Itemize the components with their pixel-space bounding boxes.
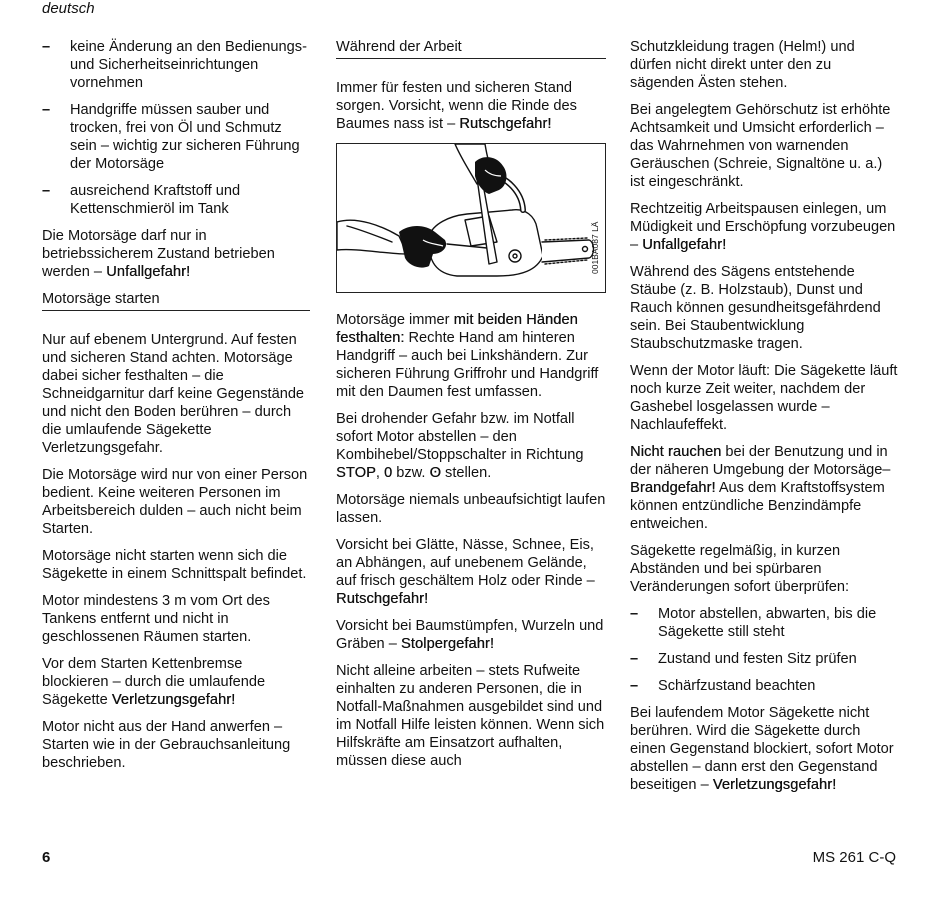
text: bei der Benutzung und in der näheren Umgebung der Motorsäge– [630, 444, 891, 478]
text: Bei laufendem Motor Sägekette nicht berühren. Wird die Sägekette durch einen Gegenstand blockiert, sofort Motor abstellen – dann erst den Gegenstand beseitigen – [630, 705, 894, 793]
text: Bei drohender Gefahr bzw. im Notfall sofort Motor abstellen – den Kombihebel/Stoppschalter in Richtung [336, 411, 584, 463]
text: Aus dem Kraftstoffsystem können entzündliche Benzindämpfe entweichen. [630, 480, 885, 532]
paragraph: Motor nicht aus der Hand anwerfen – Starten wie in der Gebrauchsanleitung beschrieben. [42, 719, 291, 771]
bullet-list [630, 605, 898, 695]
paragraph: Motor mindestens 3 m vom Ort des Tankens entfernt und nicht in geschlossenen Räumen starten. [42, 593, 270, 645]
paragraph [336, 536, 606, 608]
list-item: – ausreichend Kraftstoff und Kettenschmieröl im Tank [42, 182, 310, 218]
paragraph: Motorsäge nicht starten wenn sich die Sägekette in einem Schnittspalt befindet. [42, 548, 307, 582]
emphasis-text: Nicht rauchen [630, 444, 722, 460]
paragraph [630, 443, 898, 533]
text: Die Motorsäge darf nur in betriebssicherem Zustand betrieben werden – [42, 228, 275, 280]
text: Rechte Hand am hinteren Handgriff – auch bei Linkshändern. Zur sicheren Führung Griffrohr und Handgriff mit den Daumen fest umfassen. [336, 330, 599, 400]
paragraph [630, 200, 898, 254]
chainsaw-grip-illustration [336, 143, 606, 293]
paragraph [630, 704, 898, 794]
paragraph: Nur auf ebenem Untergrund. Auf festen und sicheren Stand achten. Motorsäge dabei sicher festhalten – die Schneidgarnitur darf keine Gegenstände und nicht den Boden berühren – durch die umlaufende Sägekette Verletzungsgefahr. [42, 332, 305, 456]
stop-symbol-icon: ʘ [429, 465, 441, 481]
paragraph: Während des Sägens entstehende Stäube (z. B. Holzstaub), Dunst und Rauch können gesundheitsgefährdend sein. Bei Staubentwicklung Staubschutzmaske tragen. [630, 264, 881, 352]
text: Vor dem Starten Kettenbremse blockieren – durch die umlaufende Sägekette [42, 656, 266, 708]
section-heading-motorsaege-starten: Motorsäge starten [42, 290, 310, 311]
warning-text: Rutschgefahr! [336, 591, 429, 607]
emphasis-text: mit beiden Händen festhalten: [336, 312, 578, 346]
paragraph: Schutzkleidung tragen (Helm!) und dürfen nicht direkt unter den zu sägenden Ästen stehen. [630, 39, 855, 91]
paragraph [336, 79, 606, 133]
page-number: 6 [42, 849, 51, 866]
paragraph [336, 311, 606, 401]
warning-text: Verletzungsgefahr! [712, 777, 837, 793]
warning-text: Unfallgefahr! [106, 264, 191, 280]
paragraph: Wenn der Motor läuft: Die Sägekette läuft noch kurze Zeit weiter, nachdem der Gashebel losgelassen wurde – Nachlaufeffekt. [630, 363, 898, 433]
section-heading-waehrend-der-arbeit: Während der Arbeit [336, 38, 606, 59]
text: Vorsicht bei Baumstümpfen, Wurzeln und Gräben – [336, 618, 604, 652]
column-3 [630, 38, 898, 794]
paragraph: Motorsäge niemals unbeaufsichtigt laufen lassen. [336, 492, 606, 526]
text: , [375, 465, 384, 481]
paragraph: Die Motorsäge wird nur von einer Person bedient. Keine weiteren Personen im Arbeitsbereich dulden – auch nicht beim Starten. [42, 467, 308, 537]
list-item: – Schärfzustand beachten [630, 677, 898, 695]
text: Motorsäge immer [336, 312, 454, 328]
bullet-list [42, 38, 310, 218]
emphasis-text: STOP [336, 465, 376, 481]
paragraph [42, 655, 310, 709]
text: Rechtzeitig Arbeitspausen einlegen, um Müdigkeit und Erschöpfung vorzubeugen – [630, 201, 896, 253]
paragraph [336, 410, 606, 482]
warning-text: Stolpergefahr! [400, 636, 494, 652]
list-item: – Handgriffe müssen sauber und trocken, frei von Öl und Schmutz sein – wichtig zur sicheren Führung der Motorsäge [42, 101, 310, 173]
warning-text: Unfallgefahr! [642, 237, 727, 253]
paragraph [336, 617, 606, 653]
figure-code: 001BA087 LÄ [590, 221, 600, 274]
list-item: – keine Änderung an den Bedienungs- und Sicherheitseinrichtungen vornehmen [42, 38, 310, 92]
paragraph: Bei angelegtem Gehörschutz ist erhöhte Achtsamkeit und Umsicht erforderlich – das Wahrnehmen von warnenden Geräuschen (Schreie, Signaltöne u. a.) ist eingeschränkt. [630, 102, 891, 190]
warning-text: Brandgefahr! [630, 480, 716, 496]
text: Vorsicht bei Glätte, Nässe, Schnee, Eis, an Abhängen, auf unebenem Gelände, auf frisch geschältem Holz oder Rinde – [336, 537, 595, 589]
language-label: deutsch [42, 0, 95, 17]
list-item: – Motor abstellen, abwarten, bis die Sägekette still steht [630, 605, 898, 641]
model-name: MS 261 C-Q [812, 849, 896, 866]
text: bzw. [392, 465, 430, 481]
warning-text: Rutschgefahr! [459, 116, 552, 132]
chainsaw-hands-drawing [337, 144, 605, 292]
paragraph [42, 227, 310, 281]
emphasis-text: 0 [383, 465, 393, 481]
text: stellen. [440, 465, 492, 481]
warning-text: Verletzungsgefahr! [111, 692, 236, 708]
list-item: – Zustand und festen Sitz prüfen [630, 650, 898, 668]
paragraph: Sägekette regelmäßig, in kurzen Abständen und bei spürbaren Veränderungen sofort überprüfen: [630, 543, 850, 595]
column-2 [336, 38, 606, 770]
column-1 [42, 38, 310, 772]
paragraph: Nicht alleine arbeiten – stets Rufweite einhalten zu anderen Personen, die in Notfall-Maßnahmen ausgebildet sind und im Notfall Hilfe leisten können. Wenn sich Hilfskräfte am Einsatzort aufhalten, müssen diese auch [336, 663, 605, 769]
text: Immer für festen und sicheren Stand sorgen. Vorsicht, wenn die Rinde des Baumes nass ist – [336, 80, 577, 132]
